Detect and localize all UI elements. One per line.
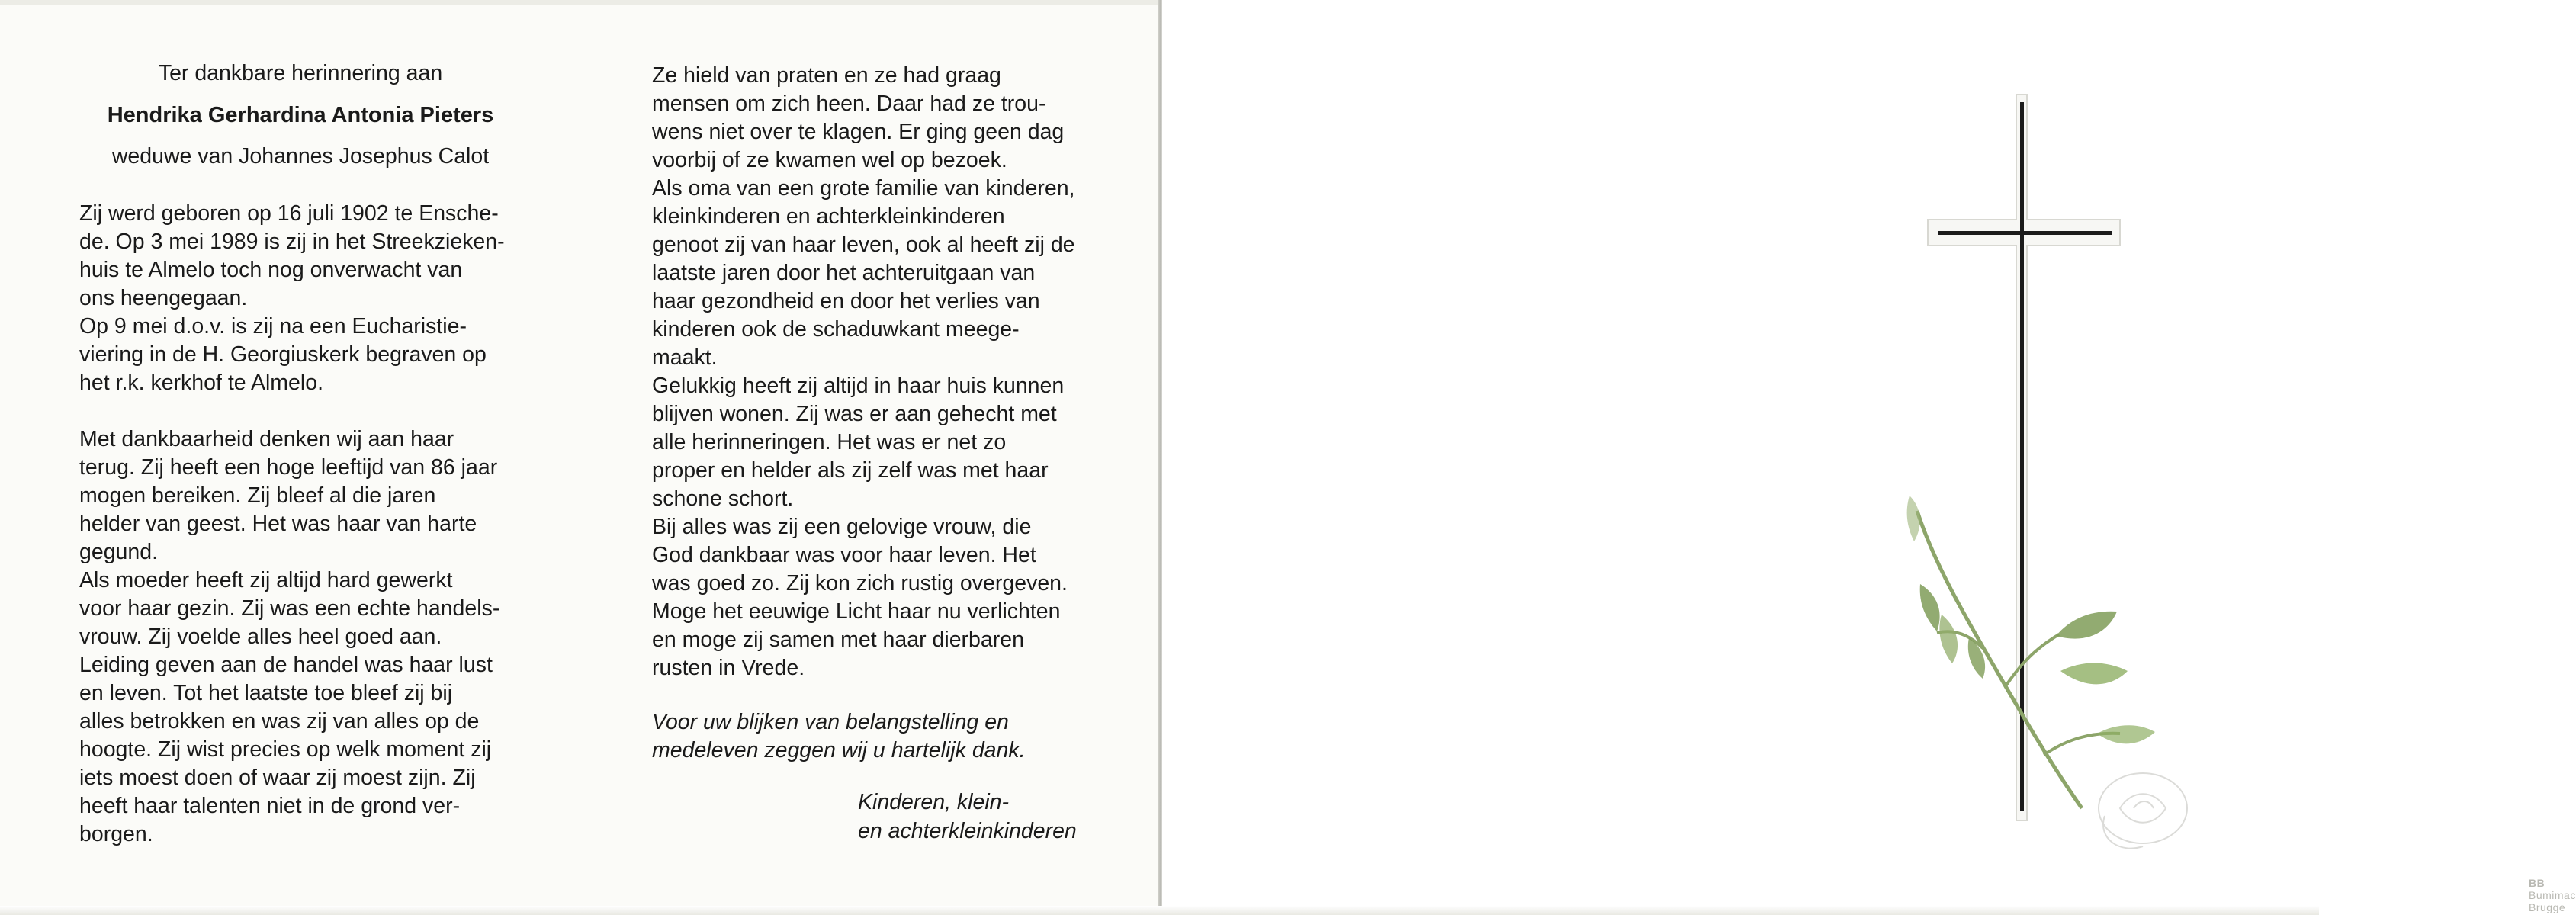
thanks-note: Voor uw blijken van belangstelling en medeleven zeggen wij u hartelijk dank. (652, 710, 1026, 762)
text-column-right (652, 62, 1098, 846)
biography-left (79, 200, 522, 849)
paper-edge (0, 0, 1158, 5)
deceased-name: Hendrika Gerhardina Antonia Pieters (107, 103, 494, 127)
dedication-intro: Ter dankbare herinnering aan (158, 61, 443, 85)
burial-paragraph: Op 9 mei d.o.v. is zij na een Eucharistie- viering in de H. Georgiuskerk begraven op het r.k. kerkhof te Almelo. (79, 314, 487, 395)
printer-imprint (2529, 877, 2576, 913)
rose-branch-icon (1907, 496, 2187, 849)
family-signature: Kinderen, klein- en achterkleinkinderen (858, 790, 1077, 843)
paper-bottom-edge (0, 906, 2319, 915)
mother-paragraph: Als moeder heeft zij altijd hard gewerkt voor haar gezin. Zij was een echte handels- vrouw. Zij voelde alles heel goed aan. Leiding geven aan de handel was haar lust en leven. Tot het laatste toe bleef zij bij alles betrokken en was zij van alles op de hoogte. Zij wist precies op welk moment zij iets moest doen of waar zij moest zijn. Zij heeft haar talenten niet in de grond ver- borgen. (79, 568, 500, 846)
grandmother-paragraph: Als oma van een grote familie van kinderen, kleinkinderen en achterkleinkinderen genoot zij van haar leven, ook al heeft zij de laatste jaren door het achteruitgaan van haar gezondheid en door het verlies van kinderen ook de schaduwkant meege- maakt. (652, 176, 1075, 370)
birth-death-paragraph: Zij werd geboren op 16 juli 1902 te Ensche- de. Op 3 mei 1989 is zij in het Streekzieken- huis te Almelo toch nog onverwacht van ons heengegaan. (79, 201, 505, 310)
printer-mark: BB (2529, 877, 2545, 889)
cross-icon (1891, 84, 2227, 884)
gratitude-paragraph: Met dankbaarheid denken wij aan haar terug. Zij heeft een hoge leeftijd van 86 jaar mogen bereiken. Zij bleef al die jaren helder van geest. Het was haar van harte gegund. (79, 427, 498, 564)
faith-paragraph: Bij alles was zij een gelovige vrouw, die God dankbaar was voor haar leven. Het was goed zo. Zij kon zich rustig overgeven. Moge het eeuwige Licht haar nu verlichten en moge zij samen met haar dierbaren rusten in Vrede. (652, 515, 1068, 680)
text-column-left (79, 59, 522, 849)
inner-text-panel (0, 0, 1159, 915)
cross-artwork (1891, 84, 2227, 884)
widow-relation: weduwe van Johannes Josephus Calot (111, 144, 490, 169)
printer-name: Bumimac Brugge (2529, 889, 2576, 913)
social-paragraph: Ze hield van praten en ze had graag mensen om zich heen. Daar had ze trou- wens niet over te klagen. Er ging geen dag voorbij of ze kwamen wel op bezoek. (652, 63, 1065, 172)
home-paragraph: Gelukkig heeft zij altijd in haar huis kunnen blijven wonen. Zij was er aan gehecht met alle herinneringen. Het was er net zo proper en helder als zij zelf was met haar schone schort. (652, 374, 1065, 511)
